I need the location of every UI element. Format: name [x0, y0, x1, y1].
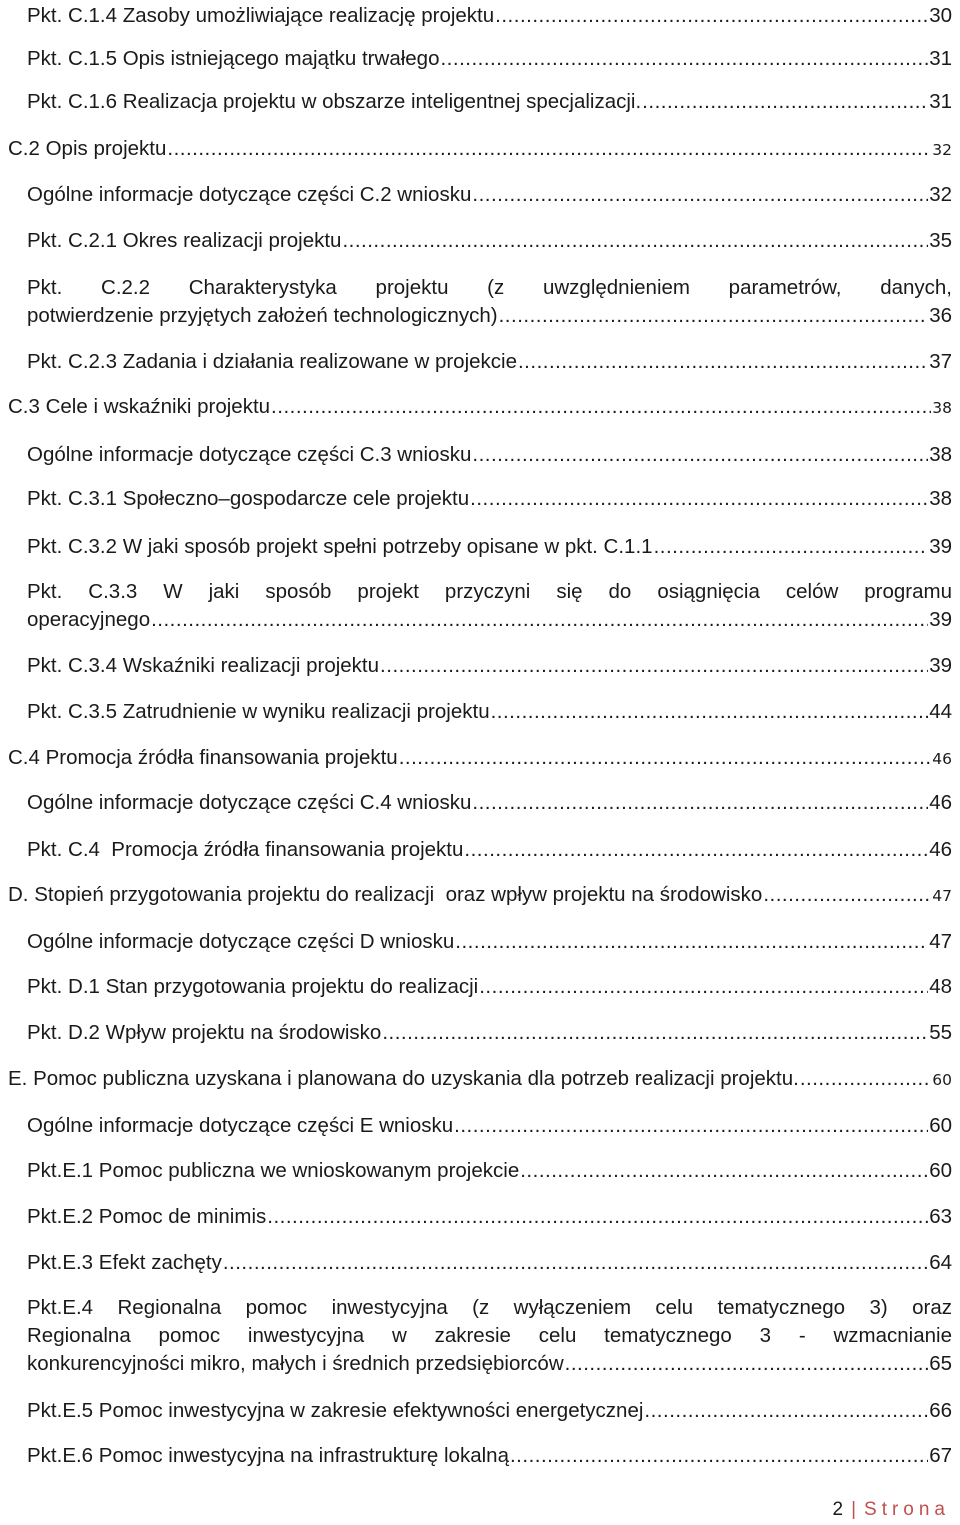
toc-entry-page: 60: [932, 1071, 952, 1089]
toc-entry-title: E. Pomoc publiczna uzyskana i planowana do uzyskania dla potrzeb realizacji projektu.: [8, 1067, 799, 1090]
toc-entry-page: 63: [929, 1205, 952, 1228]
toc-entry[interactable]: [27, 1157, 952, 1185]
toc-entry[interactable]: [27, 1442, 952, 1470]
toc-entry-page: 46: [929, 838, 952, 861]
toc-entry-page: 64: [929, 1251, 952, 1274]
toc-dot-leader: [491, 698, 929, 726]
toc-entry[interactable]: [27, 227, 952, 255]
toc-entry-title: Pkt. C.3.2 W jaki sposób projekt spełni potrzeby opisane w pkt. C.1.1: [27, 535, 653, 558]
toc-entry[interactable]: [8, 135, 952, 164]
toc-dot-leader: [565, 1350, 929, 1378]
toc-entry[interactable]: [27, 1397, 952, 1425]
toc-entry-row: [27, 698, 952, 726]
toc-entry[interactable]: [27, 88, 952, 116]
toc-dot-leader: [472, 789, 928, 817]
toc-entry-page: 44: [929, 700, 952, 723]
toc-entry[interactable]: [27, 533, 952, 561]
toc-entry-title: Ogólne informacje dotyczące części C.2 wniosku: [27, 183, 472, 206]
toc-entry-title: Pkt.E.1 Pomoc publiczna we wnioskowanym projekcie: [27, 1159, 520, 1182]
toc-entry-row: [8, 744, 952, 773]
toc-entry[interactable]: [27, 928, 952, 956]
toc-entry[interactable]: [8, 1065, 952, 1094]
toc-entry-row: [27, 789, 952, 817]
toc-entry[interactable]: [27, 1112, 952, 1140]
toc-entry-page: 35: [929, 229, 952, 252]
toc-entry[interactable]: [27, 45, 952, 73]
toc-entry-page: 31: [929, 90, 952, 113]
toc-dot-leader: [800, 1065, 931, 1093]
toc-dot-leader: [763, 881, 931, 909]
toc-entry[interactable]: [27, 441, 952, 469]
toc-entry-row: [27, 973, 952, 1001]
toc-entry-page: 60: [929, 1114, 952, 1137]
toc-entry-row: [27, 227, 952, 255]
toc-entry-page: 67: [929, 1444, 952, 1467]
toc-entry-page: 66: [929, 1399, 952, 1422]
toc-dot-leader: [382, 1019, 928, 1047]
toc-entry-title: operacyjnego: [27, 608, 151, 631]
toc-entry-title: C.2 Opis projektu: [8, 137, 167, 160]
toc-entry-title: konkurencyjności mikro, małych i średnich przedsiębiorców: [27, 1352, 564, 1375]
toc-entry-row: [27, 836, 952, 864]
toc-entry-page: 47: [929, 930, 952, 953]
toc-entry-title-line: Regionalna pomoc inwestycyjna w zakresie celu tematycznego 3 - wzmacnianie: [27, 1324, 952, 1347]
toc-entry-title: Pkt. C.2.1 Okres realizacji projektu: [27, 229, 342, 252]
toc-dot-leader: [470, 485, 928, 513]
toc-entry-page: 36: [929, 304, 952, 327]
toc-entry-page: 32: [929, 183, 952, 206]
toc-entry-title: Ogólne informacje dotyczące części E wniosku: [27, 1114, 454, 1137]
toc-entry-page: 60: [929, 1159, 952, 1182]
toc-dot-leader: [520, 1157, 928, 1185]
toc-entry-page: 39: [929, 654, 952, 677]
toc-entry[interactable]: [27, 578, 952, 634]
toc-dot-leader: [642, 88, 928, 116]
toc-entry[interactable]: [27, 1019, 952, 1047]
toc-entry-title: Pkt.E.2 Pomoc de minimis: [27, 1205, 267, 1228]
toc-entry[interactable]: [27, 652, 952, 680]
footer-label: Strona: [864, 1499, 950, 1520]
toc-dot-leader: [654, 533, 929, 561]
toc-entry[interactable]: [27, 789, 952, 817]
toc-entry-title: Pkt. C.1.4 Zasoby umożliwiające realizację projektu: [27, 4, 495, 27]
toc-entry-page: 38: [929, 443, 952, 466]
toc-entry-row: [8, 881, 952, 910]
toc-entry-row: [27, 606, 952, 634]
toc-entry[interactable]: [27, 1249, 952, 1277]
toc-entry-title: Pkt.E.5 Pomoc inwestycyjna w zakresie efektywności energetycznej: [27, 1399, 644, 1422]
toc-entry-title: Pkt. C.2.3 Zadania i działania realizowane w projekcie: [27, 350, 517, 373]
toc-entry-title: Ogólne informacje dotyczące części C.3 wniosku: [27, 443, 472, 466]
toc-entry-row: [8, 1065, 952, 1094]
toc-entry-row: [27, 2, 952, 30]
toc-entry-row: [27, 302, 952, 330]
toc-dot-leader: [440, 45, 928, 73]
toc-entry-row: [8, 393, 952, 422]
toc-entry-row: [27, 1249, 952, 1277]
toc-entry-title: Pkt. D.2 Wpływ projektu na środowisko: [27, 1021, 382, 1044]
toc-dot-leader: [464, 836, 928, 864]
toc-entry-title: Pkt. D.1 Stan przygotowania projektu do realizacji: [27, 975, 479, 998]
toc-dot-leader: [271, 393, 931, 421]
toc-dot-leader: [518, 348, 928, 376]
toc-entry[interactable]: [8, 881, 952, 910]
toc-entry-row: [27, 533, 952, 561]
toc-entry[interactable]: [27, 1294, 952, 1378]
page-footer: [833, 1497, 951, 1523]
toc-entry-row: [27, 88, 952, 116]
toc-dot-leader: [499, 302, 929, 330]
toc-entry-page: 30: [929, 4, 952, 27]
toc-entry-title: Ogólne informacje dotyczące części C.4 wniosku: [27, 791, 472, 814]
toc-dot-leader: [342, 227, 928, 255]
toc-entry-title: Pkt.E.6 Pomoc inwestycyjna na infrastrukturę lokalną: [27, 1444, 509, 1467]
toc-entry-title: C.4 Promocja źródła finansowania projektu: [8, 746, 398, 769]
toc-entry-title: D. Stopień przygotowania projektu do realizacji oraz wpływ projektu na środowisko: [8, 883, 763, 906]
toc-entry-title: Pkt. C.3.5 Zatrudnienie w wyniku realizacji projektu: [27, 700, 490, 723]
toc-entry-page: 38: [932, 399, 952, 417]
toc-entry-title: Pkt. C.1.5 Opis istniejącego majątku trwałego: [27, 47, 440, 70]
toc-entry-page: 39: [929, 535, 952, 558]
toc-entry-row: [27, 928, 952, 956]
toc-entry-page: 55: [929, 1021, 952, 1044]
toc-dot-leader: [267, 1203, 928, 1231]
toc-entry-title: Ogólne informacje dotyczące części D wniosku: [27, 930, 455, 953]
toc-entry-row: [27, 1350, 952, 1378]
toc-entry-row: [27, 485, 952, 513]
toc-entry-page: 46: [932, 750, 952, 768]
toc-entry-title-line: Pkt. C.3.3 W jaki sposób projekt przyczyni się do osiągnięcia celów programu: [27, 580, 952, 603]
toc-entry-row: [27, 1203, 952, 1231]
toc-entry-row: [27, 1019, 952, 1047]
toc-entry[interactable]: [27, 274, 952, 330]
toc-dot-leader: [495, 2, 928, 30]
toc-entry-page: 46: [929, 791, 952, 814]
footer-separator: |: [851, 1499, 857, 1520]
toc-entry-title: Pkt.E.3 Efekt zachęty: [27, 1251, 222, 1274]
toc-entry-row: [27, 348, 952, 376]
toc-dot-leader: [380, 652, 928, 680]
toc-dot-leader: [454, 1112, 928, 1140]
toc-dot-leader: [399, 744, 932, 772]
toc-entry[interactable]: [27, 348, 952, 376]
toc-entry-row: [27, 181, 952, 209]
toc-dot-leader: [223, 1249, 928, 1277]
toc-entry-title-line: Pkt.E.4 Regionalna pomoc inwestycyjna (z wyłączeniem celu tematycznego 3) oraz: [27, 1296, 952, 1319]
toc-entry-row: [8, 135, 952, 164]
toc-dot-leader: [151, 606, 928, 634]
toc-dot-leader: [510, 1442, 928, 1470]
toc-entry[interactable]: [27, 485, 952, 513]
toc-entry-page: 65: [929, 1352, 952, 1375]
toc-dot-leader: [644, 1397, 928, 1425]
toc-entry-row: [27, 1397, 952, 1425]
toc-entry-row: [27, 1157, 952, 1185]
toc-dot-leader: [479, 973, 928, 1001]
toc-entry-page: 47: [932, 887, 952, 905]
toc-entry-page: 39: [929, 608, 952, 631]
toc-entry-title: Pkt. C.3.1 Społeczno–gospodarcze cele projektu: [27, 487, 470, 510]
toc-entry[interactable]: [27, 2, 952, 30]
toc-entry-title-line: Pkt. C.2.2 Charakterystyka projektu (z uwzględnieniem parametrów, danych,: [27, 276, 952, 299]
toc-dot-leader: [472, 181, 928, 209]
toc-entry-row: [27, 1112, 952, 1140]
toc-entry-row: [27, 441, 952, 469]
toc-entry-row: [27, 45, 952, 73]
toc-entry[interactable]: [27, 698, 952, 726]
toc-dot-leader: [167, 135, 931, 163]
toc-entry-page: 37: [929, 350, 952, 373]
toc-entry-page: 32: [932, 141, 952, 159]
toc-entry-title: Pkt. C.1.6 Realizacja projektu w obszarze inteligentnej specjalizacji.: [27, 90, 642, 113]
toc-entry-page: 31: [929, 47, 952, 70]
toc-entry[interactable]: [27, 1203, 952, 1231]
toc-entry-title: potwierdzenie przyjętych założeń technologicznych): [27, 304, 498, 327]
toc-entry-title: Pkt. C.3.4 Wskaźniki realizacji projektu: [27, 654, 380, 677]
toc-entry-title: C.3 Cele i wskaźniki projektu: [8, 395, 271, 418]
page-number: 2: [832, 1499, 844, 1520]
toc-dot-leader: [472, 441, 928, 469]
toc-entry-page: 48: [929, 975, 952, 998]
toc-entry[interactable]: [8, 393, 952, 422]
toc-entry[interactable]: [8, 744, 952, 773]
toc-entry-page: 38: [929, 487, 952, 510]
toc-entry[interactable]: [27, 973, 952, 1001]
toc-entry-row: [27, 1442, 952, 1470]
toc-entry-row: [27, 652, 952, 680]
toc-entry-title: Pkt. C.4 Promocja źródła finansowania projektu: [27, 838, 464, 861]
toc-entry[interactable]: [27, 836, 952, 864]
toc-entry[interactable]: [27, 181, 952, 209]
toc-dot-leader: [455, 928, 928, 956]
